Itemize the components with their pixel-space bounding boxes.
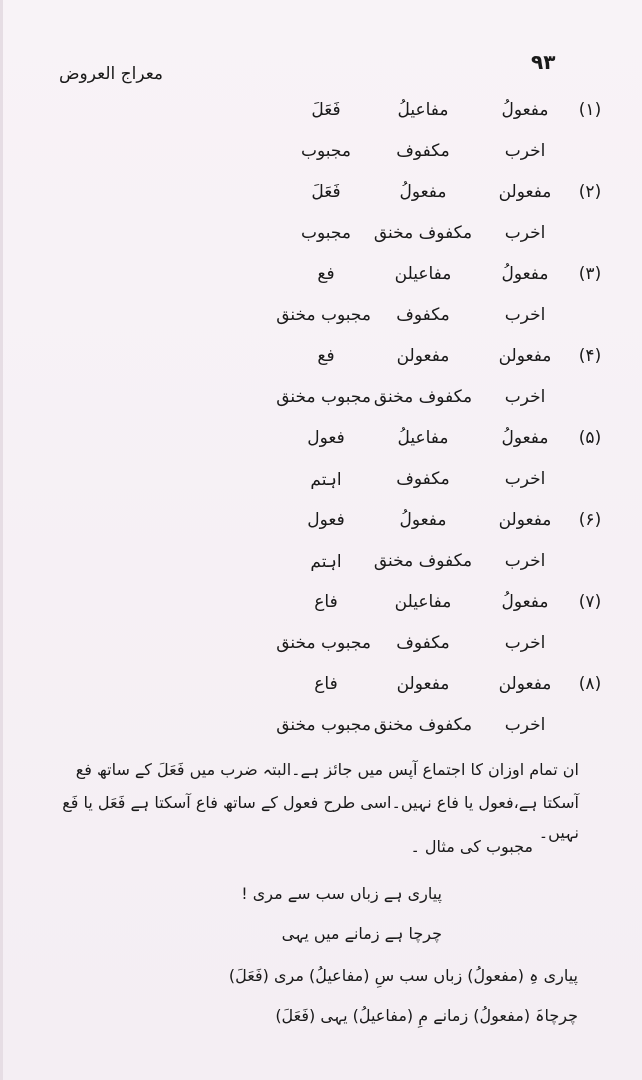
zihaf-label: مجبوب مخنق <box>276 715 371 735</box>
zihaf-label: مکفوف مخنق <box>373 551 473 571</box>
zihaf-row <box>3 469 642 503</box>
meter-foot: مفعولن <box>396 346 450 366</box>
zihaf-label: مکفوف مخنق <box>373 715 473 735</box>
meter-row <box>3 510 642 544</box>
meter-foot: مفعولُ <box>501 592 549 612</box>
meter-number: (۶) <box>578 510 602 530</box>
example-scansion-1: پیاری ہِ (مفعولُ) زباں سب سِ (مفاعیلُ) مری (فَعَلَ) <box>228 966 578 985</box>
example-heading: مجبوب کی مثال ۔ <box>410 837 533 856</box>
meter-number: (۱) <box>578 100 602 120</box>
meter-foot: مفاعیلن <box>394 264 452 284</box>
meter-foot: فاع <box>314 674 338 694</box>
meter-foot: مفعولن <box>498 510 552 530</box>
meter-foot: مفعولُ <box>399 510 447 530</box>
zihaf-label: مکفوف مخنق <box>373 387 473 407</box>
meter-row <box>3 428 642 462</box>
meter-foot: مفعولُ <box>501 428 549 448</box>
page-number: ۹۳ <box>531 50 556 74</box>
example-verse-2: چرچا ہے زمانے میں یہی <box>281 924 442 943</box>
meter-foot: فع <box>317 346 335 366</box>
paragraph-line-1: ان تمام اوزان کا اجتماع آپس میں جائز ہے۔البتہ ضرب میں فَعَلَ کے ساتھ فع <box>75 760 579 779</box>
zihaf-label: اہتم <box>310 552 342 572</box>
zihaf-label: مکفوف <box>396 141 450 161</box>
running-header-title: معراج العروض <box>59 64 164 84</box>
zihaf-label: مکفوف مخنق <box>373 223 473 243</box>
zihaf-row <box>3 387 642 421</box>
zihaf-row <box>3 305 642 339</box>
meter-number: (۲) <box>578 182 602 202</box>
example-scansion-2: چرچاہَ (مفعولُ) زمانے مِ (مفاعیلُ) یہی (فَعَلَ) <box>275 1006 578 1025</box>
zihaf-label: مجبوب <box>301 223 351 243</box>
meter-row <box>3 346 642 380</box>
meter-row <box>3 100 642 134</box>
zihaf-label: مکفوف <box>396 469 450 489</box>
zihaf-label: اخرب <box>504 387 546 407</box>
zihaf-label: اخرب <box>504 141 546 161</box>
zihaf-row <box>3 223 642 257</box>
meter-foot: مفعولن <box>498 182 552 202</box>
meter-foot: مفعولن <box>498 346 552 366</box>
zihaf-label: اخرب <box>504 551 546 571</box>
zihaf-label: مجبوب مخنق <box>276 305 371 325</box>
zihaf-label: مجبوب <box>301 141 351 161</box>
zihaf-row <box>3 633 642 667</box>
zihaf-label: اخرب <box>504 715 546 735</box>
meter-row <box>3 674 642 708</box>
meter-foot: مفاعیلُ <box>397 100 449 120</box>
zihaf-label: اخرب <box>504 633 546 653</box>
zihaf-label: اخرب <box>504 469 546 489</box>
meter-row <box>3 264 642 298</box>
meter-row <box>3 182 642 216</box>
example-verse-1: پیاری ہے زباں سب سے مری ! <box>241 884 442 903</box>
zihaf-row <box>3 715 642 749</box>
meter-foot: فعول <box>307 428 345 448</box>
meter-foot: مفعولن <box>396 674 450 694</box>
meter-foot: مفعولن <box>498 674 552 694</box>
meter-foot: فَعَلَ <box>311 100 341 120</box>
meter-foot: فع <box>317 264 335 284</box>
zihaf-label: مکفوف <box>396 633 450 653</box>
meter-number: (۸) <box>578 674 602 694</box>
zihaf-label: مکفوف <box>396 305 450 325</box>
zihaf-row <box>3 551 642 585</box>
meter-foot: مفعولُ <box>399 182 447 202</box>
paragraph-line-2: آسکتا ہے،فعول یا فاع نہیں۔اسی طرح فعول کے ساتھ فاع آسکتا ہے فَعَل یا فَع نہیں۔ <box>62 793 579 842</box>
meter-number: (۴) <box>578 346 602 366</box>
meter-number: (۳) <box>578 264 602 284</box>
zihaf-label: مجبوب مخنق <box>276 633 371 653</box>
zihaf-label: اخرب <box>504 305 546 325</box>
meter-row <box>3 592 642 626</box>
zihaf-label: مجبوب مخنق <box>276 387 371 407</box>
meter-foot: فعول <box>307 510 345 530</box>
meter-foot: مفاعیلن <box>394 592 452 612</box>
meter-foot: مفاعیلُ <box>397 428 449 448</box>
meter-foot: مفعولُ <box>501 100 549 120</box>
zihaf-label: اخرب <box>504 223 546 243</box>
meter-foot: مفعولُ <box>501 264 549 284</box>
zihaf-row <box>3 141 642 175</box>
meter-number: (۵) <box>578 428 602 448</box>
meter-number: (۷) <box>578 592 602 612</box>
meter-foot: فاع <box>314 592 338 612</box>
meter-foot: فَعَلَ <box>311 182 341 202</box>
zihaf-label: اہتم <box>310 470 342 490</box>
